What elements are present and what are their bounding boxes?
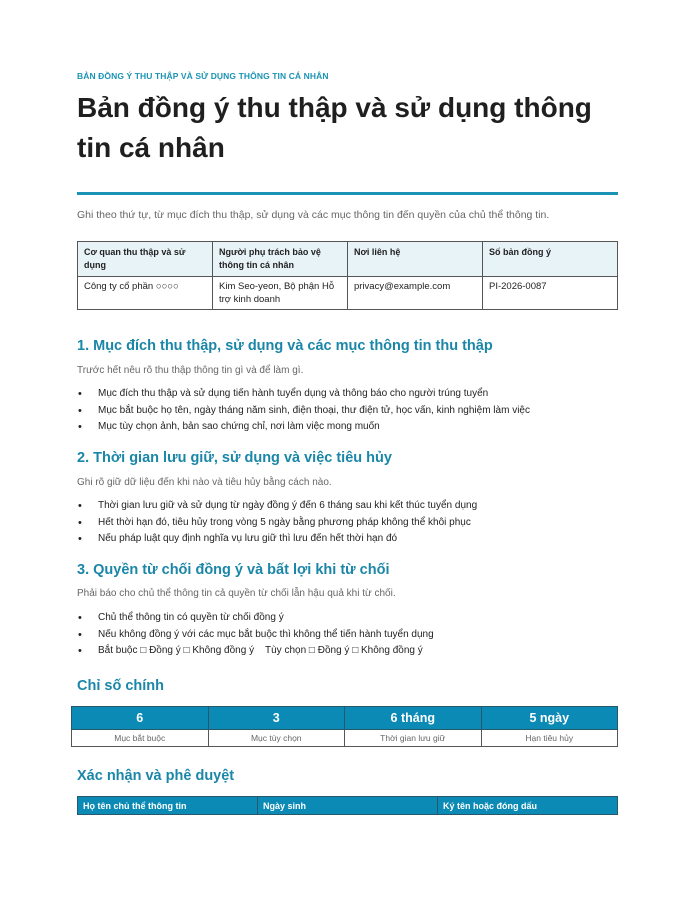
list-item-text: Nếu không đồng ý với các mục bắt buộc thì không thể tiến hành tuyển dụng (98, 628, 434, 640)
bullet-icon: • (78, 421, 82, 433)
section-1-lead: Trước hết nêu rõ thu thập thông tin gì và để làm gì. (77, 365, 304, 376)
metrics-table (71, 706, 618, 747)
title-divider (77, 192, 618, 195)
list-item (77, 515, 618, 532)
bullet-icon: • (78, 404, 82, 417)
section-2-title: 2. Thời gian lưu giữ, sử dụng và việc tiêu hủy (77, 450, 392, 466)
metric-value-retention-period: 6 tháng (345, 707, 482, 730)
consent-info-table (77, 241, 618, 310)
intro-text: Ghi theo thứ tự, từ mục đích thu thập, sử dụng và các mục thông tin đến quyền của chủ thể thông tin. (77, 209, 550, 221)
bullet-icon: • (78, 533, 82, 545)
metrics-value-row (72, 707, 618, 730)
approval-table (77, 796, 618, 815)
list-item-text: Bắt buộc □ Đồng ý □ Không đồng ý Tùy chọn □ Đồng ý □ Không đồng ý (98, 645, 423, 656)
list-item-text: Nếu pháp luật quy định nghĩa vụ lưu giữ thì lưu đến hết thời hạn đó (98, 533, 398, 544)
info-cell-consent-number: PI-2026-0087 (483, 277, 618, 310)
approval-header-name: Họ tên chủ thể thông tin (78, 797, 258, 815)
info-cell-officer: Kim Seo-yeon, Bộ phận Hỗ trợ kinh doanh (213, 277, 348, 310)
list-item (77, 531, 618, 548)
list-item (77, 498, 618, 515)
document-kicker: BẢN ĐỒNG Ý THU THẬP VÀ SỬ DỤNG THÔNG TIN CÁ NHÂN (77, 71, 329, 81)
bullet-icon: • (78, 612, 82, 624)
metrics-title: Chỉ số chính (77, 678, 164, 694)
list-item (77, 643, 618, 660)
list-item (77, 386, 618, 403)
info-cell-contact: privacy@example.com (348, 277, 483, 310)
section-1-list (77, 386, 618, 436)
info-header-row (78, 242, 618, 277)
section-1-title: 1. Mục đích thu thập, sử dụng và các mục thông tin thu thập (77, 338, 493, 354)
info-header-cell: Số bản đồng ý (483, 242, 618, 277)
list-item (77, 403, 618, 420)
metrics-label-row (72, 730, 618, 747)
section-3-title: 3. Quyền từ chối đồng ý và bất lợi khi từ chối (77, 562, 390, 578)
list-item-text: Mục bắt buộc họ tên, ngày tháng năm sinh, điện thoại, thư điện tử, học vấn, kinh nghiệm làm việc (98, 404, 530, 416)
bullet-icon: • (78, 516, 82, 529)
info-header-cell: Nơi liên hệ (348, 242, 483, 277)
metric-label: Mục bắt buộc (72, 730, 209, 747)
approval-title: Xác nhận và phê duyệt (77, 768, 235, 784)
metric-label: Thời gian lưu giữ (345, 730, 482, 747)
section-2-list (77, 498, 618, 548)
bullet-icon: • (78, 500, 82, 512)
metric-value-destruction-deadline: 5 ngày (481, 707, 618, 730)
bullet-icon: • (78, 628, 82, 641)
metric-label: Mục tùy chọn (208, 730, 345, 747)
approval-header-birthdate: Ngày sinh (258, 797, 438, 815)
metric-value-optional-items: 3 (208, 707, 345, 730)
metric-label: Hạn tiêu hủy (481, 730, 618, 747)
list-item (77, 419, 618, 436)
list-item-text: Mục đích thu thập và sử dụng tiến hành tuyển dụng và thông báo cho người trúng tuyển (98, 388, 489, 399)
list-item-text: Chủ thể thông tin có quyền từ chối đồng ý (98, 612, 284, 623)
list-item (77, 627, 618, 644)
info-data-row (78, 277, 618, 310)
info-header-cell: Cơ quan thu thập và sử dụng (78, 242, 213, 277)
list-item-text: Thời gian lưu giữ và sử dụng từ ngày đồng ý đến 6 tháng sau khi kết thúc tuyển dụng (98, 500, 478, 511)
list-item (77, 610, 618, 627)
list-item-text: Hết thời hạn đó, tiêu hủy trong vòng 5 ngày bằng phương pháp không thể khôi phục (98, 516, 471, 528)
section-3-lead: Phải báo cho chủ thể thông tin cả quyền từ chối lẫn hậu quả khi từ chối. (77, 588, 396, 599)
section-3-list (77, 610, 618, 660)
metric-value-required-items: 6 (72, 707, 209, 730)
section-2-lead: Ghi rõ giữ dữ liệu đến khi nào và tiêu hủy bằng cách nào. (77, 477, 332, 488)
info-cell-organization: Công ty cổ phần ○○○○ (78, 277, 213, 310)
approval-header-row (78, 797, 618, 815)
approval-header-signature: Ký tên hoặc đóng dấu (438, 797, 618, 815)
info-header-cell: Người phụ trách bảo vệ thông tin cá nhân (213, 242, 348, 277)
bullet-icon: • (78, 388, 82, 400)
page-title: Bản đồng ý thu thập và sử dụng thông tin cá nhân (77, 92, 592, 163)
list-item-text: Mục tùy chọn ảnh, bản sao chứng chỉ, nơi làm việc mong muốn (98, 421, 380, 432)
bullet-icon: • (78, 645, 82, 657)
